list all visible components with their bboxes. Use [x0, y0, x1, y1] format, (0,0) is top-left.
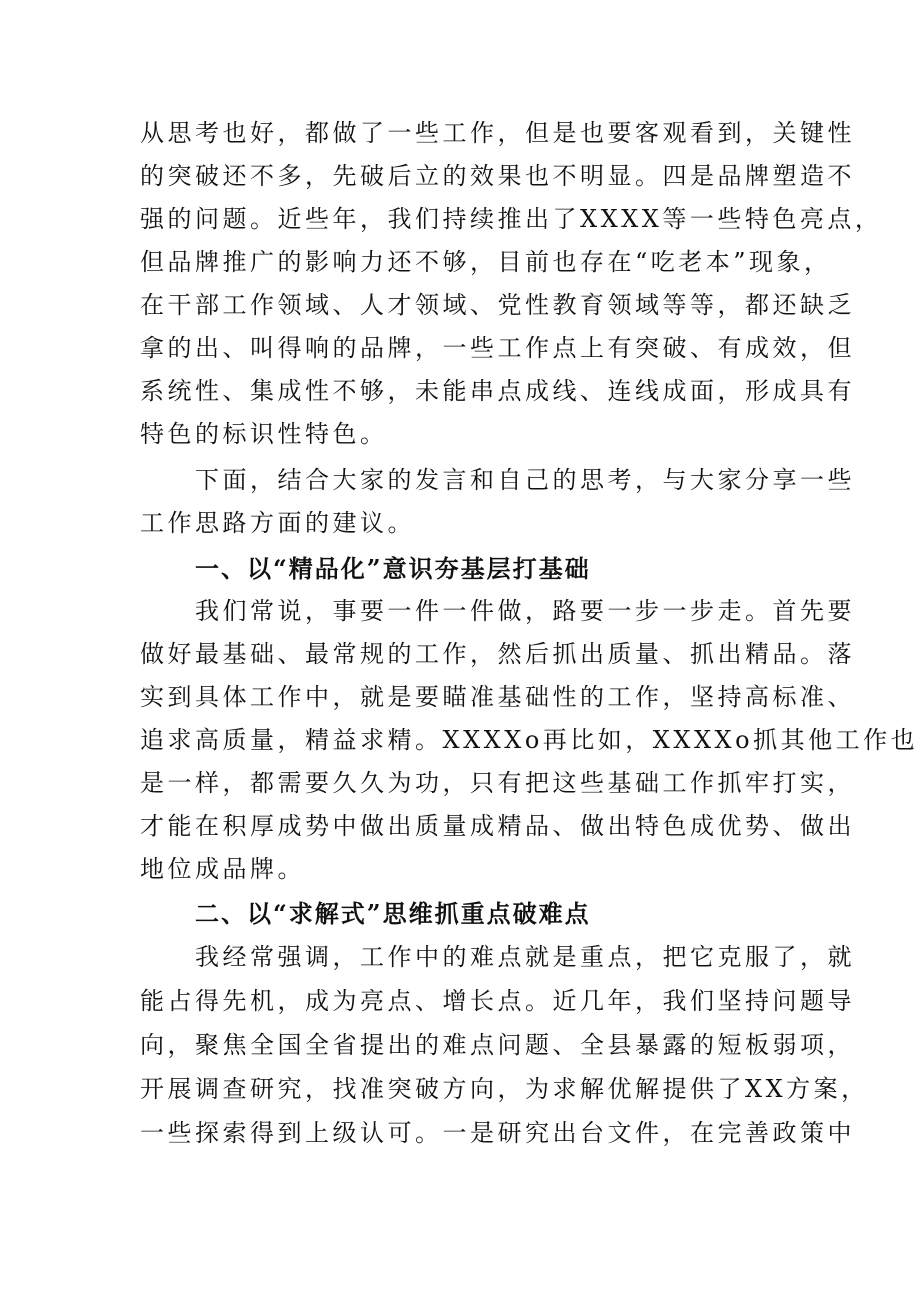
section-heading-1: 一、以“精品化”意识夯基层打基础	[195, 554, 591, 583]
text-line: 能占得先机，成为亮点、增长点。近几年，我们坚持问题导	[140, 987, 855, 1015]
text-line: 系统性、集成性不够，未能串点成线、连线成面，形成具有	[140, 377, 855, 405]
text-line: 的突破还不多，先破后立的效果也不明显。四是品牌塑造不	[140, 162, 855, 190]
text-line: 开展调查研究，找准突破方向，为求解优解提供了XX方案，	[140, 1075, 869, 1103]
paragraph-first-line: 我经常强调，工作中的难点就是重点，把它克服了，就	[195, 943, 855, 971]
text-line: 实到具体工作中，就是要瞄准基础性的工作，坚持高标准、	[140, 683, 855, 711]
text-line: 向，聚焦全国全省提出的难点问题、全县暴露的短板弱项，	[140, 1031, 855, 1059]
text-line: 工作思路方面的建议。	[140, 509, 415, 537]
text-line: 特色的标识性特色。	[140, 420, 388, 448]
text-line: 做好最基础、最常规的工作，然后抓出质量、抓出精品。落	[140, 640, 855, 668]
text-line: 是一样，都需要久久为功，只有把这些基础工作抓牢打实，	[140, 769, 855, 797]
text-line: 地位成品牌。	[140, 855, 305, 883]
text-line: 拿的出、叫得响的品牌，一些工作点上有突破、有成效，但	[140, 334, 855, 362]
text-line: 但品牌推广的影响力还不够，目前也存在“吃老本”现象，	[140, 248, 832, 276]
text-line: 从思考也好，都做了一些工作，但是也要客观看到，关键性	[140, 119, 855, 147]
paragraph-first-line: 我们常说，事要一件一件做，路要一步一步走。首先要	[195, 597, 855, 625]
text-line: 一些探索得到上级认可。一是研究出台文件，在完善政策中	[140, 1119, 855, 1147]
text-line: 才能在积厚成势中做出质量成精品、做出特色成优势、做出	[140, 812, 855, 840]
section-heading-2: 二、以“求解式”思维抓重点破难点	[195, 899, 591, 928]
text-line: 追求高质量，精益求精。XXXXo再比如，XXXXo抓其他工作也	[140, 726, 919, 754]
text-line: 在干部工作领域、人才领域、党性教育领域等等，都还缺乏	[140, 291, 855, 319]
paragraph-first-line: 下面，结合大家的发言和自己的思考，与大家分享一些	[195, 466, 855, 494]
text-line: 强的问题。近些年，我们持续推出了XXXX等一些特色亮点，	[140, 205, 883, 233]
